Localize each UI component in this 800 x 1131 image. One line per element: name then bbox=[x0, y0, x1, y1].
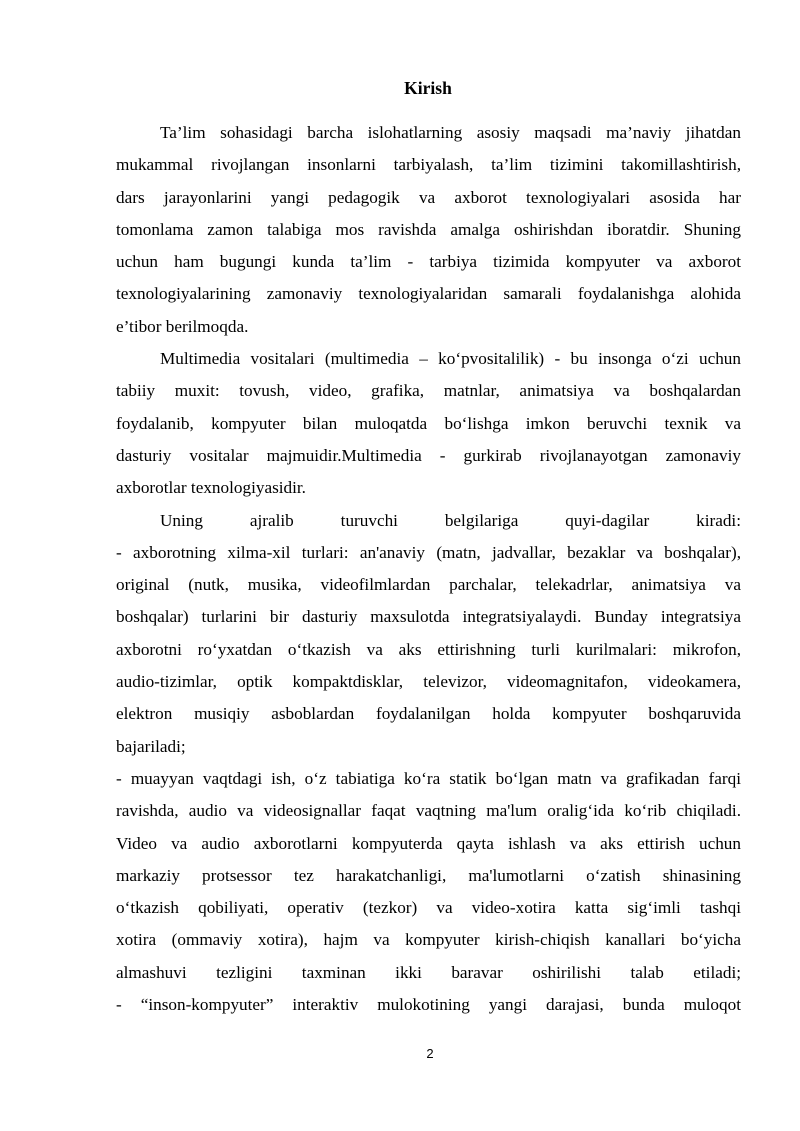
text-line: bajariladi; bbox=[116, 736, 186, 756]
text-line: original (nutk, musika, videofilmlardan parchalar, telekadrlar, animatsiya va bbox=[116, 575, 741, 595]
text-line: ravishda, audio va videosignallar faqat vaqtning ma'lum oralig‘ida ko‘rib chiqiladi. bbox=[116, 801, 741, 821]
text-line: tomonlama zamon talabiga mos ravishda amalga oshirishdan iboratdir. Shuning bbox=[116, 219, 741, 239]
page-number: 2 bbox=[426, 1046, 434, 1061]
text-line: axborotlar texnologiyasidir. bbox=[116, 478, 306, 498]
page-title: Kirish bbox=[404, 78, 452, 98]
text-line: dars jarayonlarini yangi pedagogik va axborot texnologiyalari asosida har bbox=[116, 187, 741, 207]
text-line: - muayyan vaqtdagi ish, o‘z tabiatiga ko‘ra statik bo‘lgan matn va grafikadan farqi bbox=[116, 768, 741, 788]
body-text bbox=[116, 117, 741, 1021]
text-line: mukammal rivojlangan insonlarni tarbiyalash, ta’lim tizimini takomillashtirish, bbox=[116, 155, 741, 175]
text-line: dasturiy vositalar majmuidir.Multimedia - gurkirab rivojlanayotgan zamonaviy bbox=[116, 445, 741, 465]
text-line: Ta’lim sohasidagi barcha islohatlarning asosiy maqsadi ma’naviy jihatdan bbox=[160, 123, 741, 142]
text-line: Video va audio axborotlarni kompyuterda qayta ishlash va aks ettirish uchun bbox=[116, 833, 741, 853]
text-line: foydalanib, kompyuter bilan muloqatda bo‘lishga imkon beruvchi texnik va bbox=[116, 413, 741, 433]
text-line: - “inson-kompyuter” interaktiv mulokotining yangi darajasi, bunda muloqot bbox=[116, 995, 741, 1015]
text-line: Uning ajralib turuvchi belgilariga quyi-dagilar kiradi: bbox=[160, 510, 741, 530]
text-line: tabiiy muxit: tovush, video, grafika, matnlar, animatsiya va boshqalardan bbox=[116, 381, 741, 401]
text-line: boshqalar) turlarini bir dasturiy maxsulotda integratsiyalaydi. Bunday integratsiya bbox=[116, 607, 741, 627]
text-line: - axborotning xilma-xil turlari: an'anaviy (matn, jadvallar, bezaklar va boshqalar), bbox=[116, 542, 741, 562]
text-line: audio-tizimlar, optik kompaktdisklar, televizor, videomagnitafon, videokamera, bbox=[116, 672, 741, 692]
text-line: uchun ham bugungi kunda ta’lim - tarbiya tizimida kompyuter va axborot bbox=[116, 252, 741, 272]
text-line: markaziy protsessor tez harakatchanligi, ma'lumotlarni o‘zatish shinasining bbox=[116, 865, 741, 885]
text-line: e’tibor berilmoqda. bbox=[116, 316, 249, 336]
text-line: texnologiyalarining zamonaviy texnologiyalaridan samarali foydalanishga alohida bbox=[116, 284, 741, 304]
text-line: elektron musiqiy asboblardan foydalanilgan holda kompyuter boshqaruvida bbox=[116, 704, 741, 724]
text-line: xotira (ommaviy xotira), hajm va kompyuter kirish-chiqish kanallari bo‘yicha bbox=[116, 930, 741, 950]
text-line: o‘tkazish qobiliyati, operativ (tezkor) va video-xotira katta sig‘imli tashqi bbox=[116, 898, 741, 918]
text-line: almashuvi tezligini taxminan ikki baravar oshirilishi talab etiladi; bbox=[116, 962, 741, 982]
text-line: Multimedia vositalari (multimedia – ko‘pvositalilik) - bu insonga o‘zi uchun bbox=[160, 349, 741, 369]
text-line: axborotni ro‘yxatdan o‘tkazish va aks ettirishning turli kurilmalari: mikrofon, bbox=[116, 639, 741, 659]
